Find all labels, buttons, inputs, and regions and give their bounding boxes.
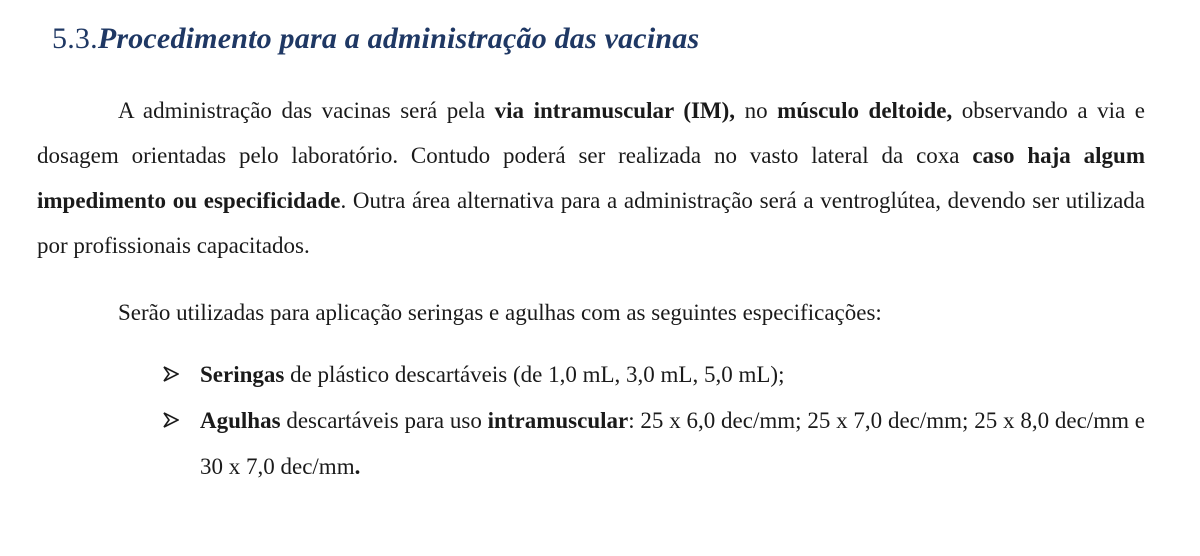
arrow-bullet-icon [163, 398, 181, 444]
paragraph-emphasis: caso haja algum impedimento ou especificidade [37, 143, 1145, 213]
list-item-emphasis: . [354, 454, 361, 479]
list-item-emphasis: Agulhas [200, 408, 281, 433]
list-item-text: descartáveis para uso [280, 408, 488, 433]
paragraph-specifications: Serão utilizadas para aplicação seringas e agulhas com as seguintes especificações: [118, 300, 882, 325]
paragraph-administration [37, 88, 1145, 268]
list-item-agulhas [0, 398, 1145, 490]
list-item-emphasis: intramuscular [487, 408, 629, 433]
paragraph-text: observando a via e dosagem orientadas pelo laboratório. Contudo poderá ser realizada no vasto lateral da coxa [37, 98, 1145, 168]
list-item-seringas [0, 352, 1145, 398]
specifications-list [0, 352, 1145, 490]
paragraph-emphasis: via intramuscular (IM), [494, 98, 736, 123]
section-number: 5.3. [52, 22, 98, 55]
paragraph-emphasis: músculo deltoide, [777, 98, 953, 123]
list-item-emphasis: Seringas [200, 362, 285, 387]
section-title: Procedimento para a administração das vacinas [97, 22, 700, 55]
arrow-bullet-icon [163, 352, 181, 398]
list-item-text: de plástico descartáveis (de 1,0 mL, 3,0 mL, 5,0 mL); [284, 362, 785, 387]
paragraph-text: no [735, 98, 778, 123]
list-item-text: : 25 x 6,0 dec/mm; 25 x 7,0 dec/mm; 25 x 8,0 dec/mm e 30 x 7,0 dec/mm [200, 408, 1145, 479]
paragraph-text: A administração das vacinas será pela [118, 98, 495, 123]
paragraph-text: . Outra área alternativa para a administração será a ventroglútea, devendo ser utilizada por profissionais capacitados. [37, 188, 1145, 258]
section-heading [52, 22, 699, 56]
